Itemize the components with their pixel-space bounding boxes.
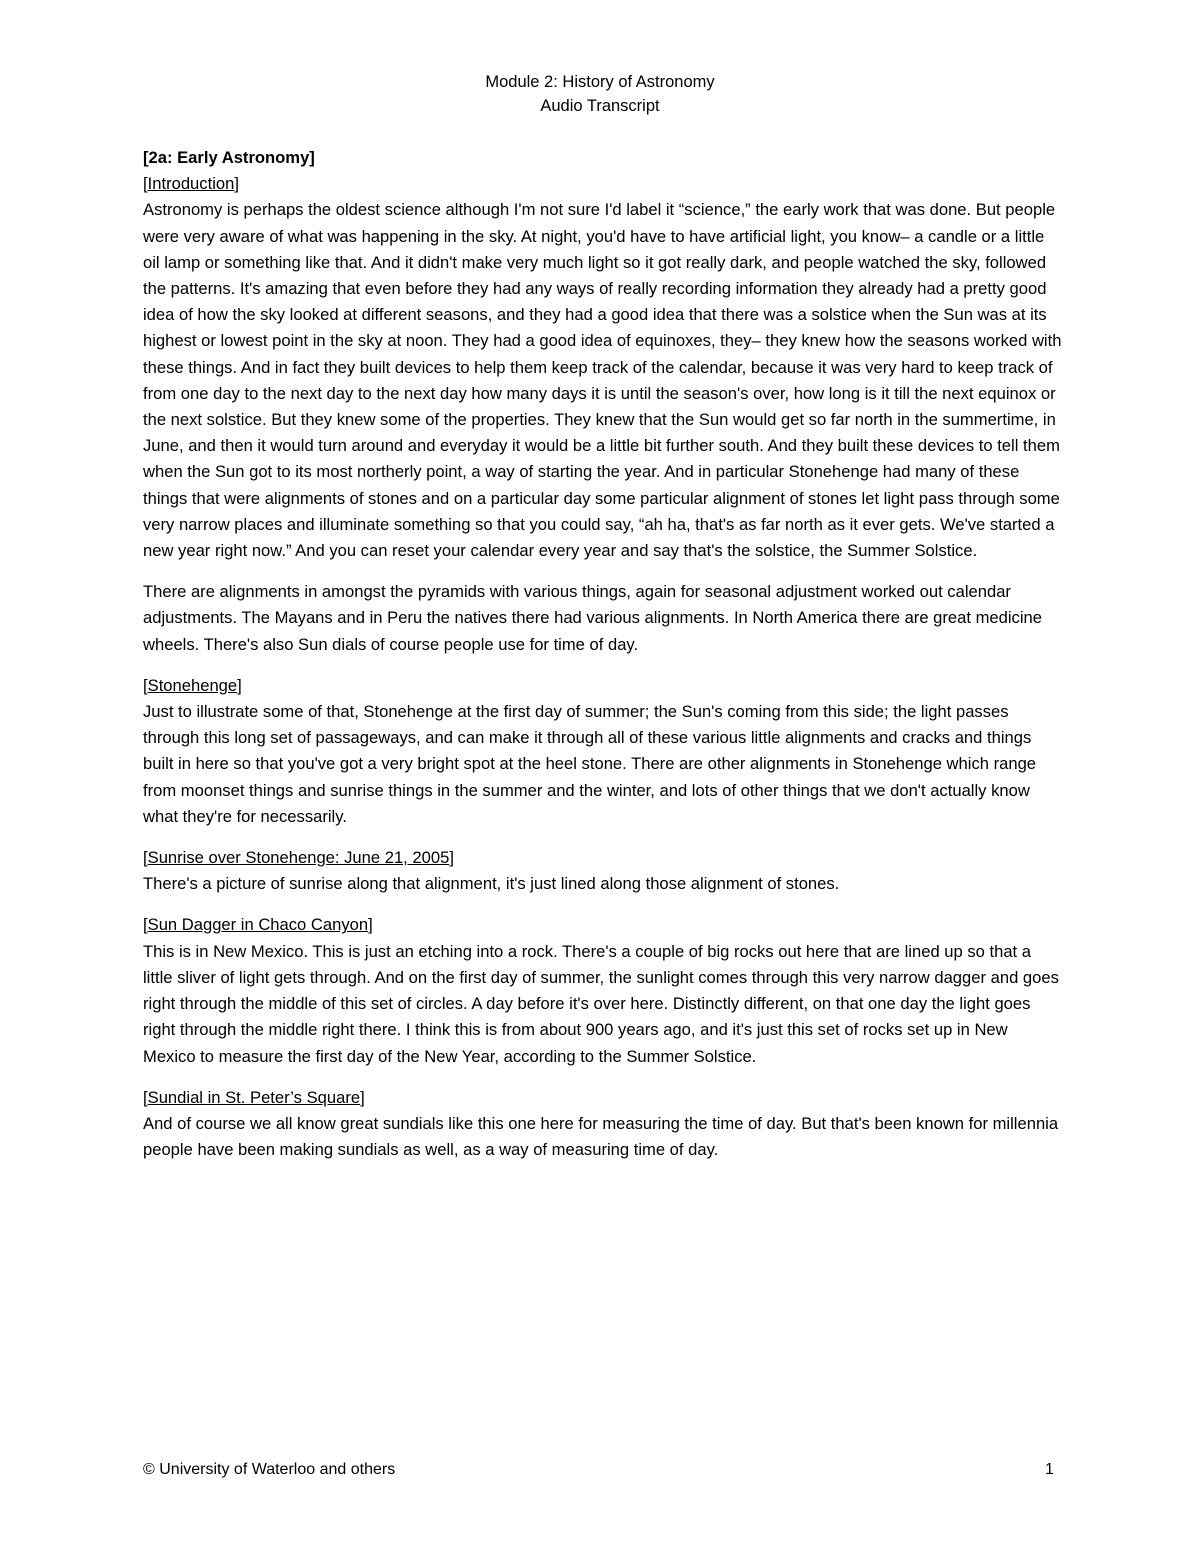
document-subtitle: Audio Transcript [540, 97, 660, 115]
block-sundial [143, 1085, 1063, 1164]
block-sun-dagger [143, 912, 1063, 1069]
paragraph: This is in New Mexico. This is just an etching into a rock. There's a couple of big rocks out here that are lined up so that a little sliver of light gets through. And on the first day of summer, the sunlight comes through this very narrow dagger and goes right through the middle of this set of circles. A day before it's over here. Distinctly different, on that one day the light goes right through the middle right there. I think this is from about 900 years ago, and it's just this set of rocks set up in New Mexico to measure the first day of the New Year, according to the Summer Solstice. [143, 941, 1059, 1066]
block-introduction [143, 171, 1063, 564]
footer-copyright: © University of Waterloo and others [143, 1461, 396, 1478]
document-body [143, 145, 1063, 1178]
paragraph: Astronomy is perhaps the oldest science although I'm not sure I'd label it “science,” the early work that was done. But people were very aware of what was happening in the sky. At night, you'd have to have artificial light, you know– a candle or a little oil lamp or something like that. And it didn't make very much light so it got really dark, and people watched the sky, followed the patterns. It's amazing that even before they had any ways of really recording information they already had a pretty good idea of how the sky looked at different seasons, and they had a good idea that there was a solstice when the Sun was at its highest or lowest point in the sky at noon. They had a good idea of equinoxes, they– they knew how the seasons worked with these things. And in fact they built devices to help them keep track of the calendar, because it was very hard to keep track of from one day to the next day to the next day how many days it is until the season's over, how long is it till the next equinox or the next solstice. But they knew some of the properties. They knew that the Sun would get so far north in the summertime, in June, and then it would turn around and everyday it would be a little bit further south. And they built these devices to tell them when the Sun got to its most northerly point, a way of starting the year. And in particular Stonehenge had many of these things that were alignments of stones and on a particular day some particular alignment of stones let light pass through some very narrow places and illuminate something so that you could say, “ah ha, that's as far north as it ever gets. We've started a new year right now.” And you can reset your calendar every year and say that's the solstice, the Summer Solstice. [143, 200, 1062, 561]
block-stonehenge [143, 673, 1063, 830]
paragraph: Just to illustrate some of that, Stonehenge at the first day of summer; the Sun's coming from this side; the light passes through this long set of passageways, and can make it through all of these various little alignments and cracks and things built in here so that you've got a very bright spot at the heel stone. There are other alignments in Stonehenge which range from moonset things and sunrise things in the summer and the winter, and lots of other things that we don't actually know what they're for necessarily. [143, 702, 1037, 826]
paragraph: And of course we all know great sundials like this one here for measuring the time of day. But that's been known for millennia people have been making sundials as well, as a way of measuring time of day. [143, 1113, 1059, 1160]
footer-page-number: 1 [1045, 1461, 1054, 1478]
subheading-introduction: [Introduction] [143, 174, 239, 194]
block-sunrise [143, 845, 1063, 897]
subheading-sun-dagger: [Sun Dagger in Chaco Canyon] [143, 915, 373, 935]
subheading-sunrise: [Sunrise over Stonehenge: June 21, 2005] [143, 848, 454, 868]
subheading-stonehenge: [Stonehenge] [143, 675, 242, 695]
paragraph: There are alignments in amongst the pyramids with various things, again for seasonal adjustment worked out calendar adjustments. The Mayans and in Peru the natives there had various alignments. In North America there are great medicine wheels. There's also Sun dials of course people use for time of day. [143, 582, 1043, 654]
subheading-sundial: [Sundial in St. Peter’s Square] [143, 1087, 365, 1107]
document-title: Module 2: History of Astronomy [485, 73, 715, 91]
document-header [0, 70, 1200, 118]
section-heading: [2a: Early Astronomy] [143, 148, 315, 167]
paragraph: There's a picture of sunrise along that alignment, it's just lined along those alignment of stones. [143, 874, 840, 894]
